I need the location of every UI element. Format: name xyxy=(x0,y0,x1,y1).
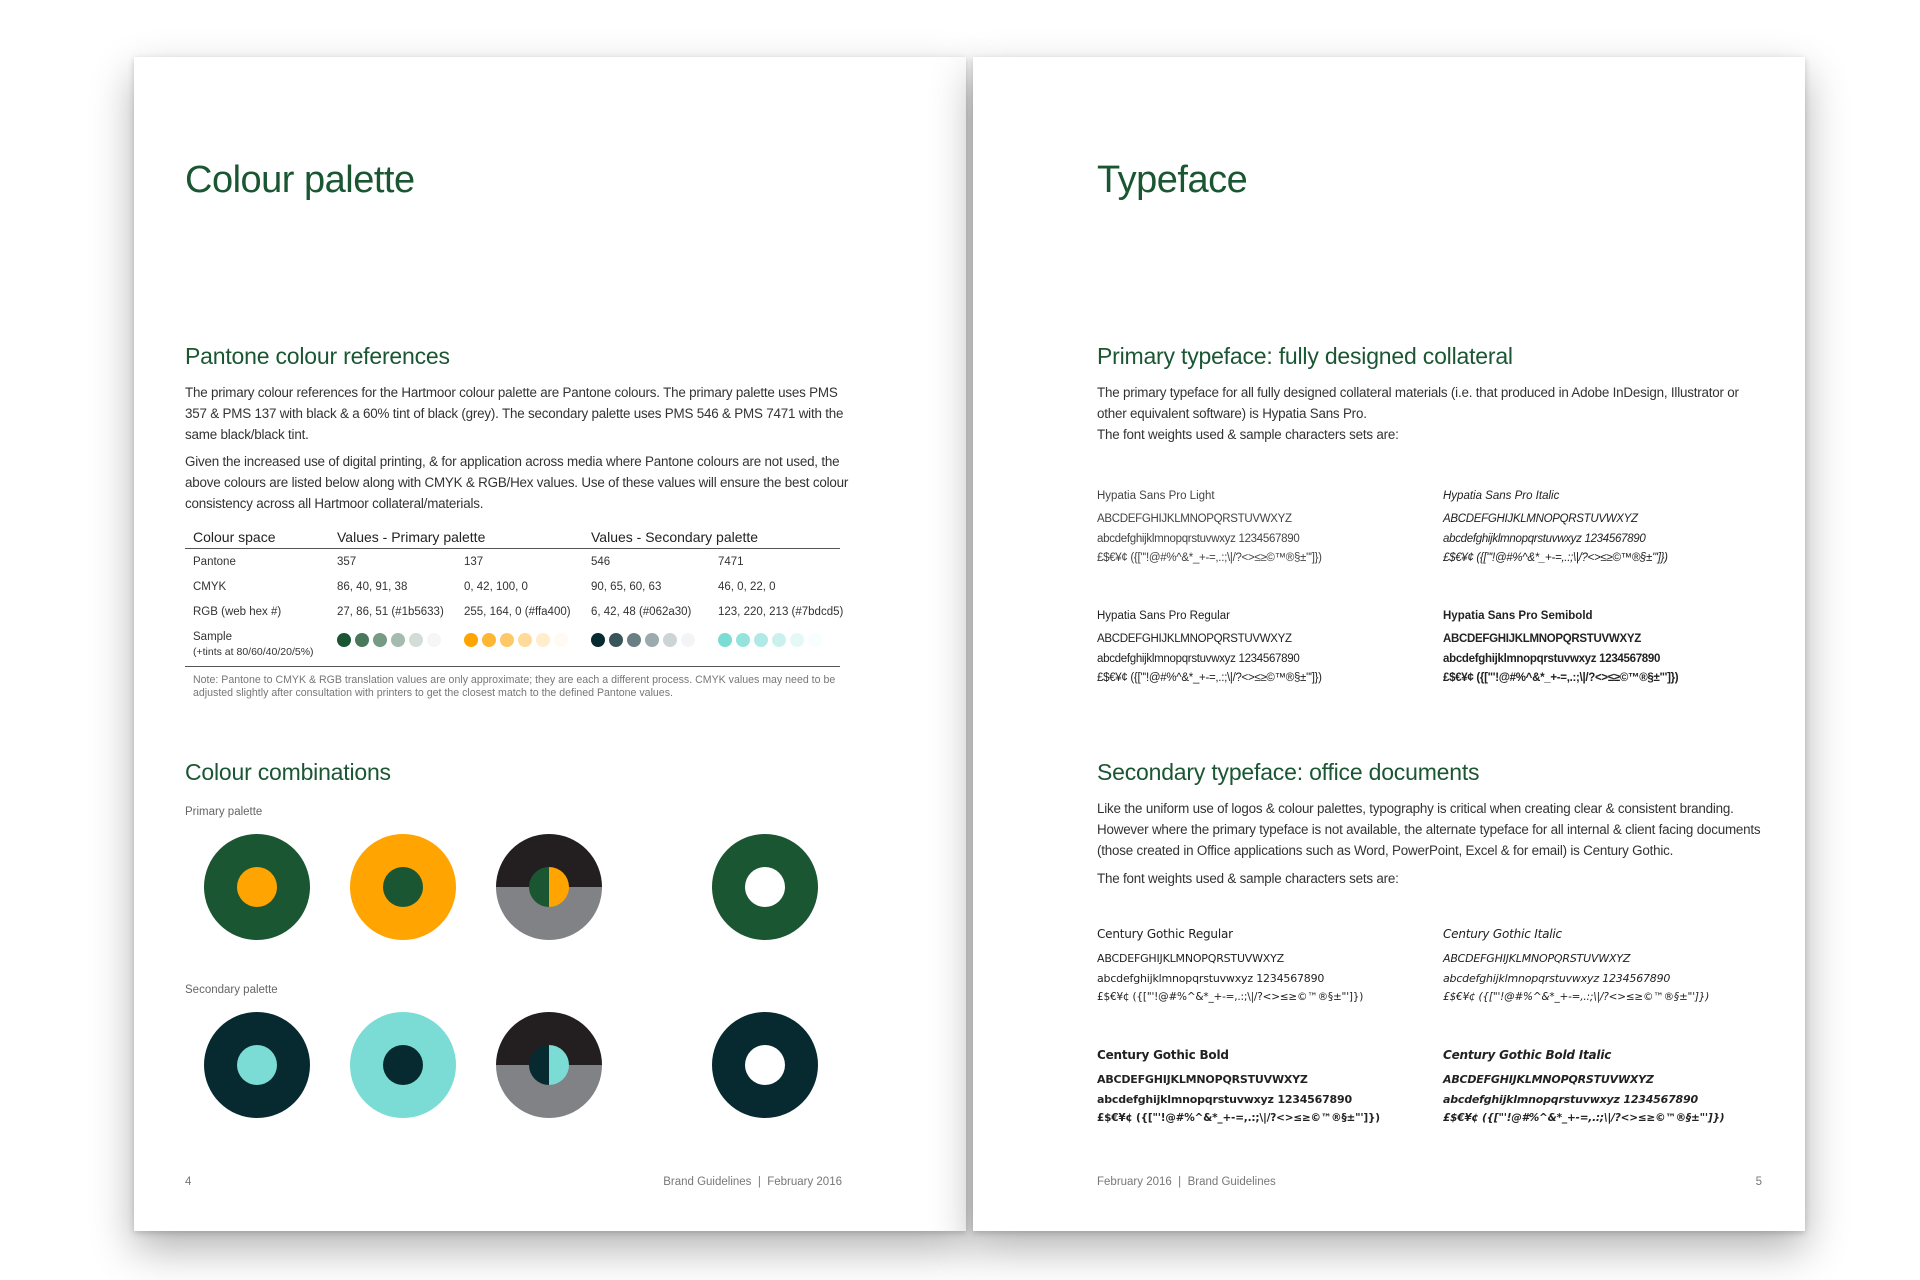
combo-orange-green xyxy=(350,834,456,940)
combo-black-grey-primary xyxy=(496,834,602,940)
table-cell: 255, 164, 0 (#ffa400) xyxy=(464,606,571,618)
colour-swatch xyxy=(808,633,822,647)
table-cell: 86, 40, 91, 38 xyxy=(337,581,408,593)
combo-black-grey-secondary xyxy=(496,1012,602,1118)
paragraph-primary-1: The primary typeface for all fully designed collateral materials (i.e. that produced in Adobe InDesign, Illustrator or other equivalent software) is Hypatia Sans Pro. xyxy=(1097,385,1739,421)
sample-uppercase: ABCDEFGHIJKLMNOPQRSTUVWXYZ xyxy=(1443,633,1641,645)
table-rule-top xyxy=(185,548,840,549)
sample-uppercase: ABCDEFGHIJKLMNOPQRSTUVWXYZ xyxy=(1097,1073,1308,1086)
sample-uppercase: ABCDEFGHIJKLMNOPQRSTUVWXYZ xyxy=(1097,633,1292,645)
table-row-label: Pantone xyxy=(193,556,236,568)
combo-centre-dot xyxy=(745,1045,785,1085)
colour-swatch xyxy=(663,633,677,647)
sample-symbols: £$€¥¢ ({["'!@#%^&*_+-=,.:;\|/?<>≤≥©™®§±"']}) xyxy=(1097,672,1322,684)
sample-lowercase: abcdefghijklmnopqrstuvwxyz 1234567890 xyxy=(1097,1092,1352,1106)
paragraph-primary-2: The font weights used & sample characters sets are: xyxy=(1097,427,1399,442)
colour-swatch xyxy=(718,633,732,647)
combo-green-white xyxy=(712,834,818,940)
table-header: Values - Primary palette xyxy=(337,529,486,545)
font-sample-century-gothic-bold-italic xyxy=(1443,1048,1724,1129)
page-number: 4 xyxy=(185,1176,192,1188)
page-title: Colour palette xyxy=(185,159,415,201)
sample-symbols: £$€¥¢ ({["'!@#%^&*_+-=,.:;\|/?<>≤≥©™®§±"']}) xyxy=(1097,552,1322,564)
combo-centre-dot xyxy=(237,1045,277,1085)
sample-symbols: £$€¥¢ ({["'!@#%^&*_+-=,.:;\|/?<>≤≥©™®§±"']}) xyxy=(1097,1112,1380,1124)
table-cell: 123, 220, 213 (#7bdcd5) xyxy=(718,606,844,618)
combo-teal-aqua xyxy=(204,1012,310,1118)
combo-split-centre xyxy=(529,867,569,907)
paragraph-secondary-2: The font weights used & sample characters sets are: xyxy=(1097,871,1399,886)
colour-swatch xyxy=(427,633,441,647)
font-sample-century-gothic-regular xyxy=(1097,927,1363,1008)
table-header: Colour space xyxy=(193,529,276,545)
sample-lowercase: abcdefghijklmnopqrstuvwxyz 1234567890 xyxy=(1443,532,1646,545)
section-heading-pantone: Pantone colour references xyxy=(185,343,450,369)
font-name: Century Gothic Regular xyxy=(1097,927,1233,941)
secondary-palette-label: Secondary palette xyxy=(185,984,278,996)
table-cell: 7471 xyxy=(718,556,744,568)
combo-centre-dot xyxy=(237,867,277,907)
table-row-label: Sample xyxy=(193,631,232,643)
colour-swatch xyxy=(355,633,369,647)
colour-swatch xyxy=(790,633,804,647)
table-cell: 0, 42, 100, 0 xyxy=(464,581,528,593)
colour-swatch xyxy=(536,633,550,647)
primary-palette-label: Primary palette xyxy=(185,806,263,818)
font-name: Century Gothic Italic xyxy=(1443,927,1562,941)
table-cell: 546 xyxy=(591,556,611,568)
combo-centre-dot xyxy=(383,1045,423,1085)
table-row-label: CMYK xyxy=(193,581,227,593)
sample-uppercase: ABCDEFGHIJKLMNOPQRSTUVWXYZ xyxy=(1443,513,1638,525)
colour-swatch xyxy=(482,633,496,647)
colour-swatch xyxy=(681,633,695,647)
font-name: Hypatia Sans Pro Semibold xyxy=(1443,610,1593,622)
font-name: Hypatia Sans Pro Light xyxy=(1097,490,1215,502)
sample-lowercase: abcdefghijklmnopqrstuvwxyz 1234567890 xyxy=(1097,971,1325,985)
font-sample-century-gothic-italic xyxy=(1443,927,1709,1008)
font-sample-hypatia-italic xyxy=(1443,490,1668,569)
sample-symbols: £$€¥¢ ({["'!@#%^&*_+-=,.:;\|/?<>≤≥©™®§±"']}) xyxy=(1443,991,1710,1003)
colour-swatch xyxy=(754,633,768,647)
page-title: Typeface xyxy=(1097,159,1248,201)
sample-lowercase: abcdefghijklmnopqrstuvwxyz 1234567890 xyxy=(1443,1092,1698,1106)
colour-swatch xyxy=(391,633,405,647)
table-note: Note: Pantone to CMYK & RGB translation values are only approximate; they are each a different process. CMYK values may need to be adjusted slightly after consultation with printers to get the closest match to the defined Pantone values. xyxy=(193,674,836,699)
combo-green-orange xyxy=(204,834,310,940)
font-name: Century Gothic Bold xyxy=(1097,1048,1229,1062)
sample-lowercase: abcdefghijklmnopqrstuvwxyz 1234567890 xyxy=(1097,532,1300,545)
combo-centre-dot xyxy=(745,867,785,907)
font-name: Century Gothic Bold Italic xyxy=(1443,1048,1612,1062)
paragraph-secondary-1: Like the uniform use of logos & colour palettes, typography is critical when creating clear & consistent branding. However where the primary typeface is not available, the alternate typeface for all internal & client facing documents (those created in Office applications such as Word, PowerPoint, Excel & for email) is Century Gothic. xyxy=(1097,801,1761,858)
paragraph-pantone-2: Given the increased use of digital printing, & for application across media where Pantone colours are not used, the above colours are listed below along with CMYK & RGB/Hex values. Use of these values will ensure the best colour consistency across all Hartmoor collateral/materials. xyxy=(185,454,849,511)
table-rule-bottom xyxy=(185,666,840,667)
sample-uppercase: ABCDEFGHIJKLMNOPQRSTUVWXYZ xyxy=(1097,952,1284,965)
table-row-label: RGB (web hex #) xyxy=(193,606,282,618)
colour-swatch xyxy=(609,633,623,647)
table-header: Values - Secondary palette xyxy=(591,529,759,545)
section-heading-secondary-typeface: Secondary typeface: office documents xyxy=(1097,759,1480,785)
table-cell: 90, 65, 60, 63 xyxy=(591,581,662,593)
section-heading-primary-typeface: Primary typeface: fully designed collateral xyxy=(1097,343,1513,369)
page-number: 5 xyxy=(1755,1176,1762,1188)
combo-split-right xyxy=(549,1045,569,1085)
sample-uppercase: ABCDEFGHIJKLMNOPQRSTUVWXYZ xyxy=(1443,952,1631,965)
combo-split-left xyxy=(529,867,549,907)
font-sample-hypatia-semibold xyxy=(1443,610,1678,689)
table-cell: 27, 86, 51 (#1b5633) xyxy=(337,606,444,618)
combo-split-right xyxy=(549,867,569,907)
page-colour-palette xyxy=(134,57,966,1231)
table-cell: 46, 0, 22, 0 xyxy=(718,581,776,593)
sample-lowercase: abcdefghijklmnopqrstuvwxyz 1234567890 xyxy=(1443,652,1661,665)
colour-swatch xyxy=(645,633,659,647)
colour-swatch xyxy=(554,633,568,647)
page-typeface xyxy=(973,57,1805,1231)
table-row-sublabel: (+tints at 80/60/40/20/5%) xyxy=(193,646,314,658)
combo-split-left xyxy=(529,1045,549,1085)
font-sample-hypatia-regular xyxy=(1097,610,1322,689)
colour-swatch xyxy=(591,633,605,647)
sample-symbols: £$€¥¢ ({["'!@#%^&*_+-=,.:;\|/?<>≤≥©™®§±"']}) xyxy=(1443,552,1668,564)
table-cell: 357 xyxy=(337,556,357,568)
font-name: Hypatia Sans Pro Regular xyxy=(1097,610,1230,622)
colour-swatch xyxy=(772,633,786,647)
colour-swatch xyxy=(500,633,514,647)
font-sample-hypatia-light xyxy=(1097,490,1322,569)
combo-split-centre xyxy=(529,1045,569,1085)
colour-swatch xyxy=(409,633,423,647)
combo-aqua-teal xyxy=(350,1012,456,1118)
combo-teal-white xyxy=(712,1012,818,1118)
sample-lowercase: abcdefghijklmnopqrstuvwxyz 1234567890 xyxy=(1097,652,1300,665)
colour-swatch xyxy=(736,633,750,647)
combo-centre-dot xyxy=(383,867,423,907)
colour-swatch xyxy=(337,633,351,647)
sample-uppercase: ABCDEFGHIJKLMNOPQRSTUVWXYZ xyxy=(1443,1073,1654,1086)
font-sample-century-gothic-bold xyxy=(1097,1048,1380,1129)
sample-symbols: £$€¥¢ ({["'!@#%^&*_+-=,.:;\|/?<>≤≥©™®§±"']}) xyxy=(1097,991,1364,1003)
paragraph-pantone-1: The primary colour references for the Hartmoor colour palette are Pantone colours. The primary palette uses PMS 357 & PMS 137 with black & a 60% tint of black (grey). The secondary palette uses PMS 546 & PMS 7471 with the same black/black tint. xyxy=(185,385,844,442)
colour-swatch xyxy=(464,633,478,647)
sample-lowercase: abcdefghijklmnopqrstuvwxyz 1234567890 xyxy=(1443,971,1671,985)
colour-swatch xyxy=(373,633,387,647)
section-heading-combinations: Colour combinations xyxy=(185,759,391,785)
page-footer: Brand Guidelines | February 2016 xyxy=(663,1176,842,1188)
colour-swatch xyxy=(518,633,532,647)
font-name: Hypatia Sans Pro Italic xyxy=(1443,490,1560,502)
table-cell: 137 xyxy=(464,556,484,568)
colour-swatch xyxy=(627,633,641,647)
sample-symbols: £$€¥¢ ({["'!@#%^&*_+-=,.:;\|/?<>≤≥©™®§±"']}) xyxy=(1443,1112,1725,1124)
sample-uppercase: ABCDEFGHIJKLMNOPQRSTUVWXYZ xyxy=(1097,513,1292,525)
page-footer: February 2016 | Brand Guidelines xyxy=(1097,1176,1276,1188)
sample-symbols: £$€¥¢ ({["'!@#%^&*_+-=,.:;\|/?<>≤≥©™®§±"']}) xyxy=(1443,672,1679,684)
table-cell: 6, 42, 48 (#062a30) xyxy=(591,606,692,618)
